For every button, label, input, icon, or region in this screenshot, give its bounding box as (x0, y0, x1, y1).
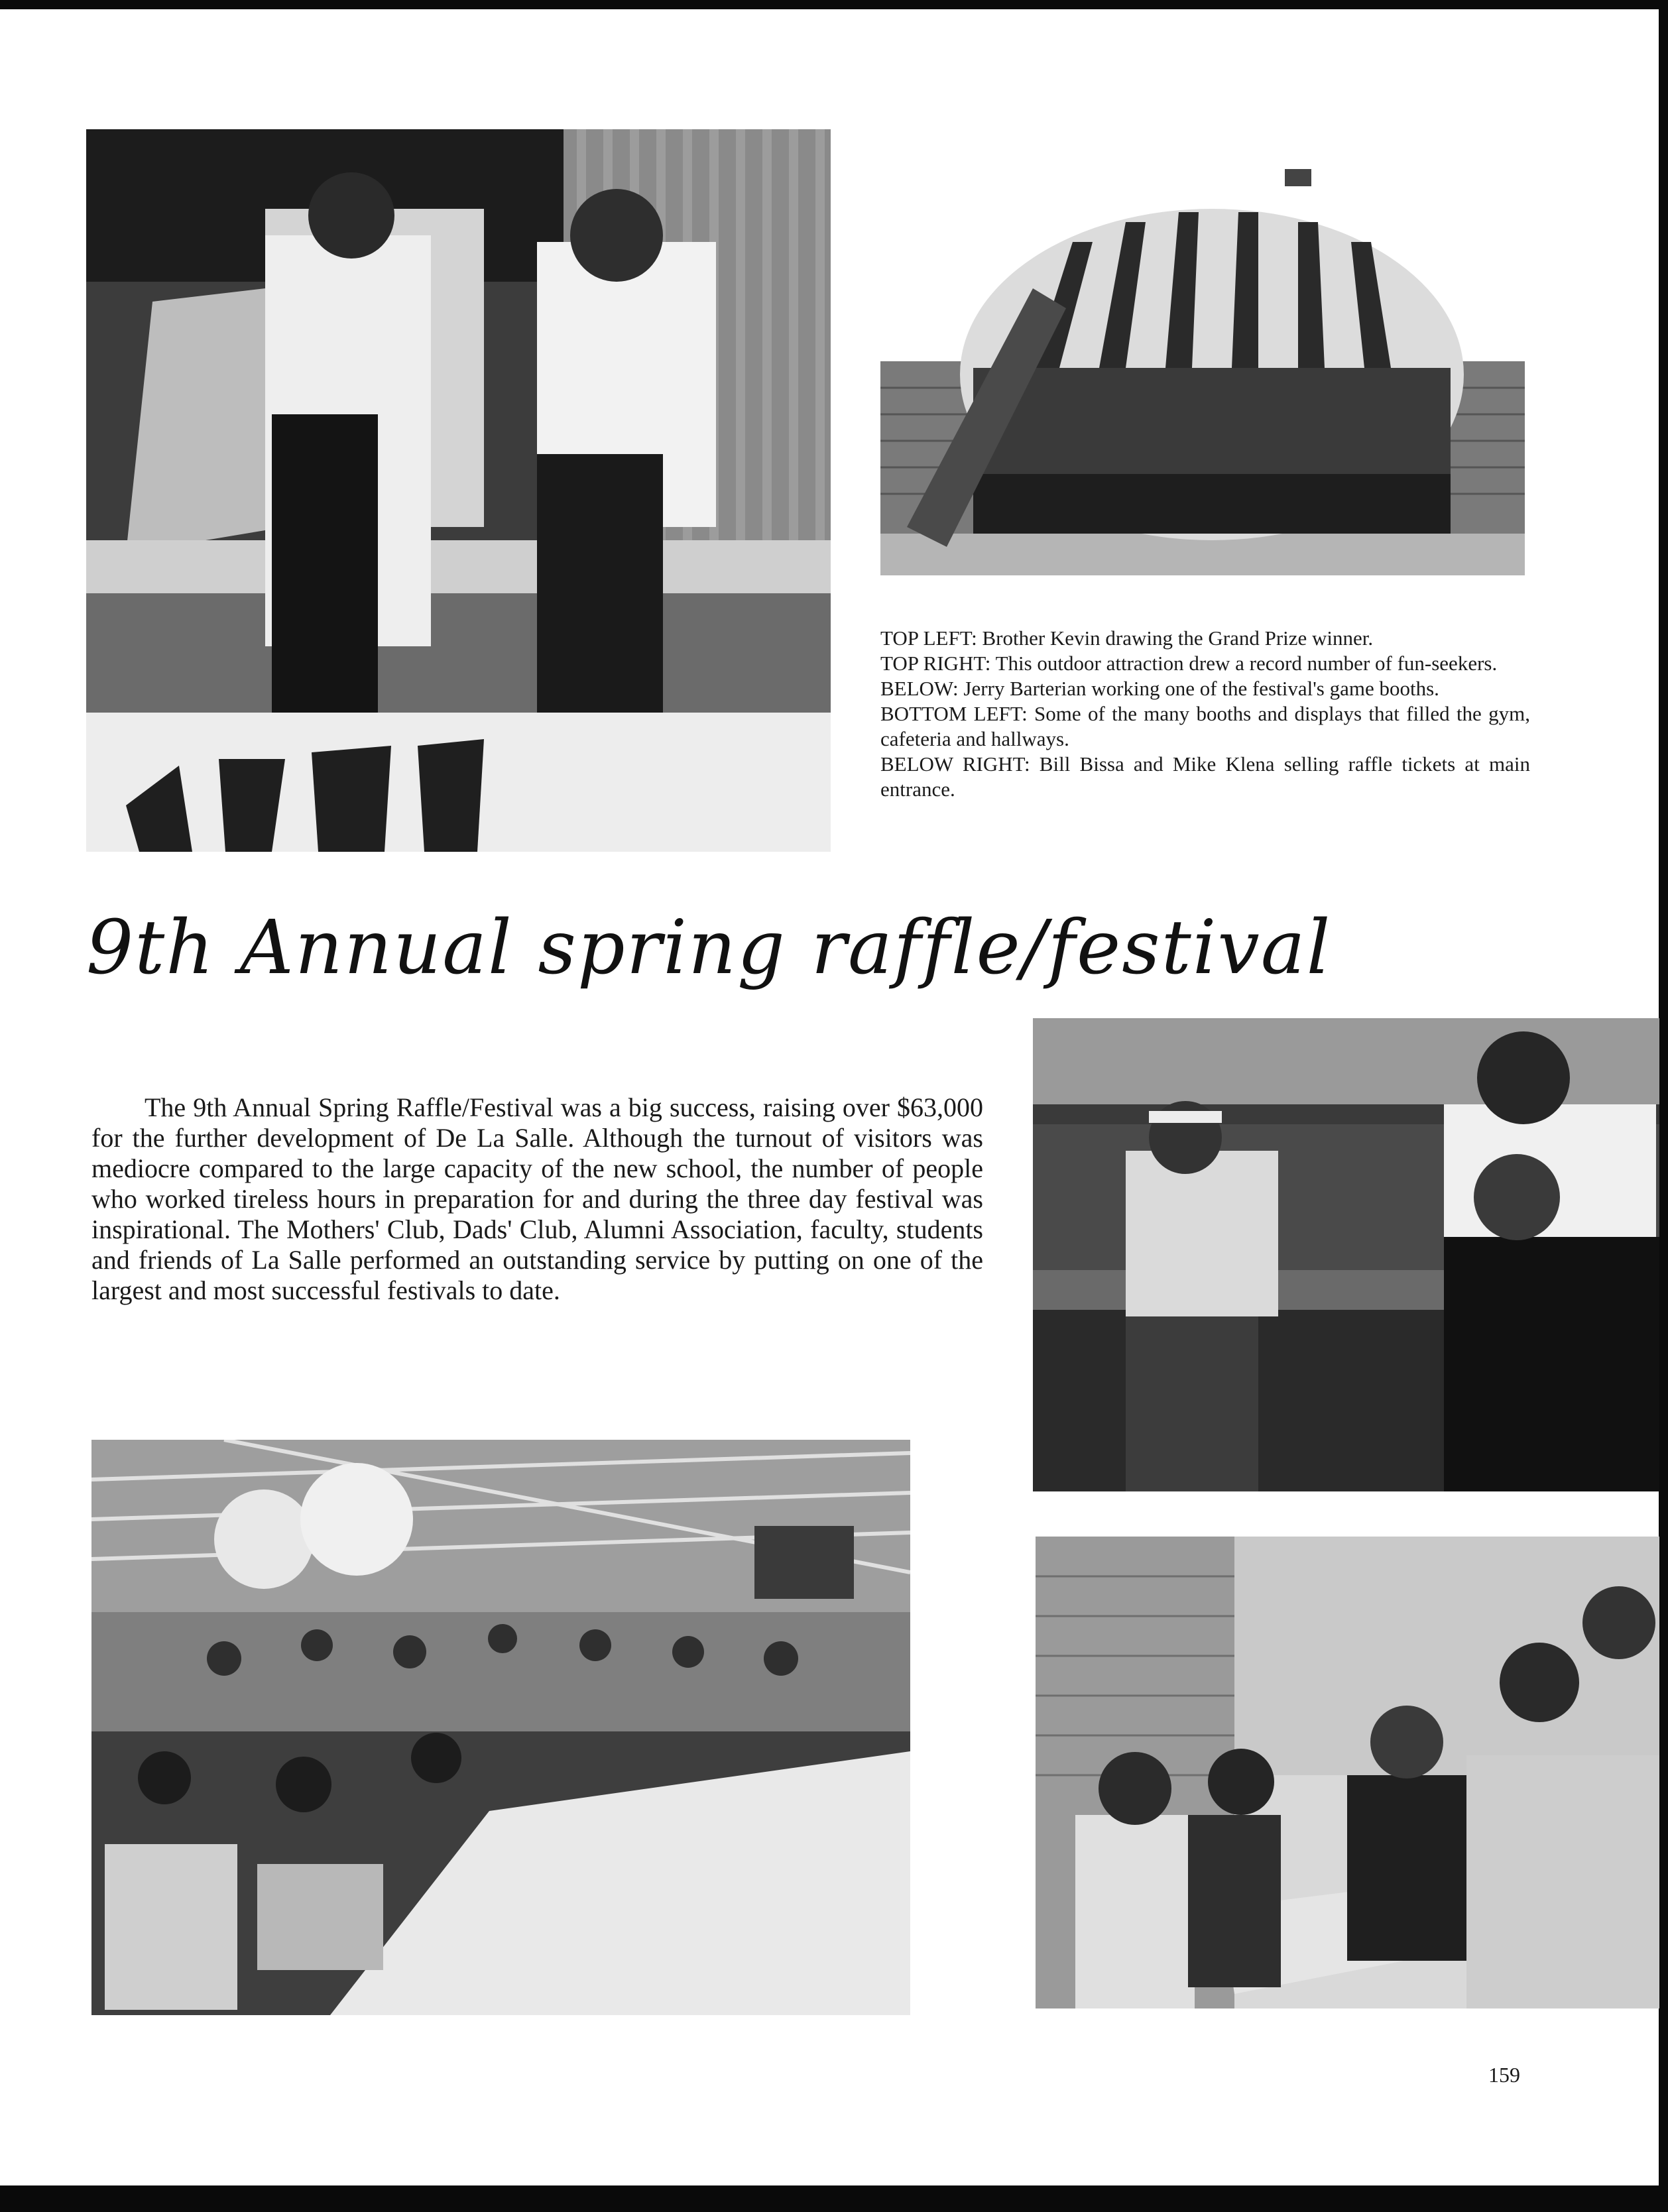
caption-below-right: BELOW RIGHT: Bill Bissa and Mike Klena selling raffle tickets at main entrance. (880, 752, 1530, 801)
scan-border-bottom (0, 2185, 1668, 2212)
caption-bottom-left: BOTTOM LEFT: Some of the many booths and displays that filled the gym, cafeteria and hallways. (880, 702, 1530, 750)
photo-grand-prize-drawing (86, 129, 831, 852)
photo-game-booth (1033, 1018, 1659, 1491)
photo-raffle-ticket-table (1036, 1537, 1659, 2008)
photo-outdoor-inflatable (880, 156, 1525, 575)
article-body: The 9th Annual Spring Raffle/Festival was a big success, raising over $63,000 for the further development of De La Salle. Although the turnout of visitors was mediocre compared to the large capacity of the new school, the number of people who worked tireless hours in preparation for and during the three day festival was inspirational. The Mothers' Club, Dads' Club, Alumni Association, faculty, students and friends of La Salle performed an outstanding service by putting on one of the largest and most successful festivals to date. (91, 1092, 983, 1305)
caption-top-left: TOP LEFT: Brother Kevin drawing the Grand Prize winner. (880, 626, 1374, 650)
scan-border-top (0, 0, 1668, 9)
page-number: 159 (1488, 2063, 1520, 2087)
caption-below: BELOW: Jerry Barterian working one of the festival's game booths. (880, 677, 1439, 700)
scan-border-right (1659, 0, 1668, 2212)
page-title: 9th Annual spring raffle/festival (86, 905, 1332, 991)
photo-gym-booths (91, 1440, 910, 2015)
photo-captions (880, 626, 1530, 802)
caption-top-right: TOP RIGHT: This outdoor attraction drew a record number of fun-seekers. (880, 652, 1498, 675)
